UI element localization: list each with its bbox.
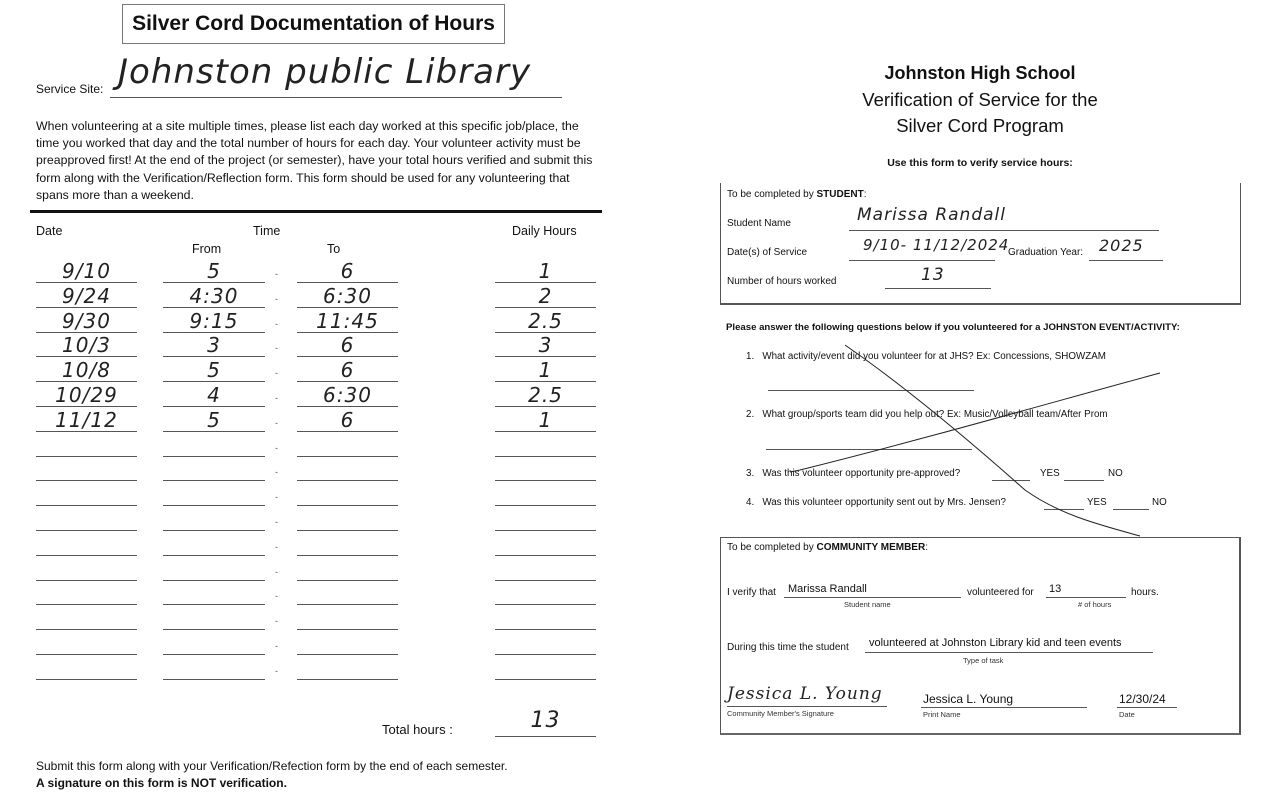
graduation-year-line — [1089, 260, 1163, 261]
date-cell[interactable] — [36, 454, 137, 481]
to-time-cell[interactable] — [297, 430, 398, 457]
to-time-cell[interactable] — [297, 554, 398, 581]
from-time-cell[interactable] — [163, 479, 265, 506]
from-time-cell[interactable] — [163, 529, 265, 556]
date-cell[interactable]: 10/3 — [36, 330, 137, 357]
column-header-to: To — [327, 242, 341, 256]
print-name-line — [921, 707, 1087, 708]
from-time-cell[interactable]: 3 — [163, 330, 265, 357]
table-row — [0, 556, 620, 581]
heading-suffix: : — [863, 189, 867, 200]
table-row — [0, 357, 620, 382]
dates-of-service-line — [849, 260, 995, 261]
date-cell[interactable] — [36, 603, 137, 630]
date-cell[interactable]: 9/24 — [36, 281, 137, 308]
total-hours-label: Total hours : — [382, 722, 453, 737]
to-time-cell[interactable]: 6 — [297, 330, 398, 357]
form-title: Silver Cord Documentation of Hours — [122, 4, 505, 44]
to-time-cell[interactable] — [297, 578, 398, 605]
to-time-cell[interactable]: 11:45 — [297, 306, 398, 333]
to-time-cell[interactable] — [297, 529, 398, 556]
to-time-cell[interactable] — [297, 628, 398, 655]
time-separator: - — [275, 393, 278, 403]
to-time-cell[interactable] — [297, 479, 398, 506]
question-text: Was this volunteer opportunity sent out by Mrs. Jensen? — [762, 497, 1006, 508]
heading-bold: COMMUNITY MEMBER — [816, 542, 926, 553]
verified-hours-value[interactable]: 13 — [1049, 583, 1062, 595]
from-time-cell[interactable]: 4 — [163, 380, 265, 407]
daily-hours-cell[interactable] — [495, 479, 596, 506]
time-separator: - — [275, 616, 278, 627]
question-number: 3. — [746, 468, 755, 479]
task-caption: Type of task — [963, 656, 1004, 665]
date-value[interactable]: 12/30/24 — [1119, 692, 1166, 706]
to-time-cell[interactable]: 6 — [297, 405, 398, 432]
column-header-date: Date — [36, 224, 63, 238]
daily-hours-cell[interactable] — [495, 628, 596, 655]
table-row — [0, 432, 620, 457]
signature-line — [727, 706, 887, 707]
column-header-daily-hours: Daily Hours — [512, 224, 577, 238]
table-row — [0, 382, 620, 407]
heading-suffix: : — [925, 542, 928, 553]
student-name-caption: Student name — [844, 600, 891, 609]
volunteered-for-label: volunteered for — [967, 587, 1034, 598]
date-cell[interactable]: 9/30 — [36, 306, 137, 333]
dates-of-service-value[interactable]: 9/10- 11/12/2024 — [863, 236, 1010, 254]
to-time-cell[interactable]: 6 — [297, 355, 398, 382]
verification-title-line2: Silver Cord Program — [896, 115, 1064, 136]
verify-prefix: I verify that — [727, 587, 776, 598]
total-hours-line — [495, 736, 596, 737]
hours-worked-value[interactable]: 13 — [921, 265, 945, 285]
from-time-cell[interactable] — [163, 603, 265, 630]
graduation-year-value[interactable]: 2025 — [1099, 236, 1144, 255]
to-time-cell[interactable]: 6:30 — [297, 281, 398, 308]
from-time-cell[interactable]: 5 — [163, 405, 265, 432]
table-row — [0, 283, 620, 308]
table-row — [0, 332, 620, 357]
to-time-cell[interactable] — [297, 603, 398, 630]
hours-worked-label: Number of hours worked — [727, 276, 837, 287]
daily-hours-cell[interactable]: 1 — [495, 355, 596, 382]
table-row — [0, 407, 620, 432]
from-time-cell[interactable] — [163, 430, 265, 457]
verified-student-name-line — [784, 597, 961, 598]
daily-hours-cell[interactable]: 3 — [495, 330, 596, 357]
question-3-no-line[interactable] — [1064, 480, 1104, 481]
question-3 — [746, 468, 960, 479]
to-time-cell[interactable] — [297, 454, 398, 481]
graduation-year-label: Graduation Year: — [1008, 247, 1084, 258]
question-number: 2. — [746, 409, 755, 420]
date-cell[interactable]: 10/29 — [36, 380, 137, 407]
column-header-time: Time — [253, 224, 281, 238]
time-separator: - — [275, 492, 278, 503]
date-cell[interactable] — [36, 653, 137, 680]
verified-hours-line — [1046, 597, 1126, 598]
dates-of-service-label: Date(s) of Service — [727, 247, 808, 258]
verification-title-line1: Verification of Service for the — [862, 89, 1098, 110]
print-name-value[interactable]: Jessica L. Young — [923, 692, 1014, 706]
question-number: 4. — [746, 497, 755, 508]
student-name-label: Student Name — [727, 218, 791, 229]
heading-prefix: To be completed by — [727, 542, 817, 553]
from-time-cell[interactable] — [163, 653, 265, 680]
task-line — [865, 652, 1153, 653]
time-separator: - — [275, 269, 278, 279]
time-separator: - — [275, 566, 278, 577]
question-3-yes-line[interactable] — [992, 480, 1030, 481]
service-site-label: Service Site: — [36, 82, 104, 96]
question-1 — [746, 351, 1106, 362]
question-number: 1. — [746, 351, 755, 362]
daily-hours-cell[interactable] — [495, 554, 596, 581]
question-2 — [746, 409, 1108, 420]
to-time-cell[interactable] — [297, 653, 398, 680]
from-time-cell[interactable]: 9:15 — [163, 306, 265, 333]
question-4-yes: YES — [1087, 497, 1107, 508]
questions-header: Please answer the following questions below if you volunteered for a JOHNSTON EVENT/ACTIVITY: — [726, 322, 1180, 333]
date-cell[interactable] — [36, 578, 137, 605]
date-cell[interactable] — [36, 479, 137, 506]
heading-prefix: To be completed by — [727, 189, 817, 200]
hours-suffix: hours. — [1131, 587, 1159, 598]
from-time-cell[interactable] — [163, 628, 265, 655]
daily-hours-cell[interactable]: 2.5 — [495, 380, 596, 407]
strike-line-2 — [790, 373, 1160, 472]
total-hours-value[interactable]: 13 — [530, 708, 561, 733]
daily-hours-cell[interactable]: 2 — [495, 281, 596, 308]
daily-hours-cell[interactable] — [495, 653, 596, 680]
to-time-cell[interactable]: 6:30 — [297, 380, 398, 407]
from-time-cell[interactable] — [163, 554, 265, 581]
date-cell[interactable] — [36, 554, 137, 581]
date-cell[interactable]: 11/12 — [36, 405, 137, 432]
time-separator: - — [275, 467, 278, 478]
heading-bold: STUDENT — [816, 189, 864, 200]
to-time-cell[interactable]: 6 — [297, 256, 398, 283]
table-row — [0, 506, 620, 531]
question-4 — [746, 497, 1006, 508]
table-row — [0, 481, 620, 506]
daily-hours-cell[interactable]: 1 — [495, 405, 596, 432]
student-section — [720, 183, 1241, 305]
time-separator: - — [275, 318, 278, 329]
table-row — [0, 630, 620, 655]
question-3-yes: YES — [1040, 468, 1060, 479]
from-time-cell[interactable]: 4:30 — [163, 281, 265, 308]
table-row — [0, 655, 620, 680]
date-line — [1117, 707, 1177, 708]
section-divider — [30, 210, 602, 213]
strike-through-marks — [700, 330, 1260, 550]
daily-hours-cell[interactable] — [495, 454, 596, 481]
question-4-yes-line[interactable] — [1044, 509, 1084, 510]
student-name-line — [849, 230, 1159, 231]
time-separator: - — [275, 517, 278, 527]
school-name: Johnston High School — [884, 63, 1076, 83]
time-separator: - — [275, 417, 278, 428]
question-4-no: NO — [1152, 497, 1167, 508]
question-text: What group/sports team did you help out? Ex: Music/Volleyball team/After Prom — [762, 409, 1108, 420]
time-separator: - — [275, 343, 278, 354]
table-row — [0, 605, 620, 630]
time-separator: - — [275, 442, 278, 453]
task-value[interactable]: volunteered at Johnston Library kid and teen events — [869, 637, 1122, 649]
question-3-no: NO — [1108, 468, 1123, 479]
table-row — [0, 531, 620, 556]
date-cell[interactable] — [36, 504, 137, 531]
date-cell[interactable] — [36, 529, 137, 556]
community-member-signature[interactable]: Jessica L. Young — [727, 684, 883, 704]
daily-hours-cell[interactable]: 1 — [495, 256, 596, 283]
date-cell[interactable]: 10/8 — [36, 355, 137, 382]
to-time-cell[interactable] — [297, 504, 398, 531]
question-text: What activity/event did you volunteer for at JHS? Ex: Concessions, SHOWZAM — [762, 351, 1106, 362]
student-section-heading — [727, 189, 867, 200]
daily-hours-cell[interactable] — [495, 529, 596, 556]
community-member-section — [720, 537, 1241, 735]
submit-instruction: Submit this form along with your Verification/Refection form by the end of each semester. — [36, 759, 508, 773]
table-row — [0, 456, 620, 481]
from-time-cell[interactable] — [163, 454, 265, 481]
daily-hours-cell[interactable]: 2.5 — [495, 306, 596, 333]
question-2-answer-line[interactable] — [766, 449, 972, 450]
submit-note — [36, 758, 616, 792]
table-row — [0, 308, 620, 333]
date-caption: Date — [1119, 710, 1135, 719]
date-cell[interactable] — [36, 430, 137, 457]
question-4-no-line[interactable] — [1113, 509, 1149, 510]
daily-hours-cell[interactable] — [495, 603, 596, 630]
time-separator: - — [275, 293, 278, 304]
print-name-caption: Print Name — [923, 710, 961, 719]
signature-caption: Community Member's Signature — [727, 709, 834, 718]
from-time-cell[interactable]: 5 — [163, 256, 265, 283]
daily-hours-cell[interactable] — [495, 578, 596, 605]
table-row — [0, 580, 620, 605]
time-separator: - — [275, 591, 278, 602]
time-separator: - — [275, 368, 278, 379]
hours-worked-line — [885, 288, 991, 289]
time-separator: - — [275, 641, 278, 651]
during-time-label: During this time the student — [727, 642, 849, 653]
service-site-line — [110, 97, 562, 98]
date-cell[interactable] — [36, 628, 137, 655]
daily-hours-cell[interactable] — [495, 430, 596, 457]
verified-student-name[interactable]: Marissa Randall — [788, 583, 867, 595]
service-site-value[interactable]: Johnston public Library — [118, 52, 532, 92]
from-time-cell[interactable] — [163, 504, 265, 531]
table-row — [0, 258, 620, 283]
instructions-text: When volunteering at a site multiple times, please list each day worked at this specific job/place, the time you worked that day and the total number of hours for each day. Your volunteer activity must be preapproved first! At the end of the project (or semester), have your total hours verified and submit this form along with the Verification/Reflection form. This form should be used for any volunteering that spans more than a weekend. — [36, 119, 593, 202]
time-separator: - — [275, 541, 278, 552]
hours-caption: # of hours — [1078, 600, 1112, 609]
question-text: Was this volunteer opportunity pre-approved? — [762, 468, 961, 479]
student-name-value[interactable]: Marissa Randall — [857, 205, 1006, 225]
time-separator: - — [275, 665, 278, 676]
use-form-instruction: Use this form to verify service hours: — [887, 157, 1073, 169]
community-section-heading — [727, 542, 928, 553]
column-header-from: From — [192, 242, 222, 256]
from-time-cell[interactable]: 5 — [163, 355, 265, 382]
from-time-cell[interactable] — [163, 578, 265, 605]
question-1-answer-line[interactable] — [768, 390, 974, 391]
date-cell[interactable]: 9/10 — [36, 256, 137, 283]
signature-warning: A signature on this form is NOT verification. — [36, 776, 287, 790]
daily-hours-cell[interactable] — [495, 504, 596, 531]
